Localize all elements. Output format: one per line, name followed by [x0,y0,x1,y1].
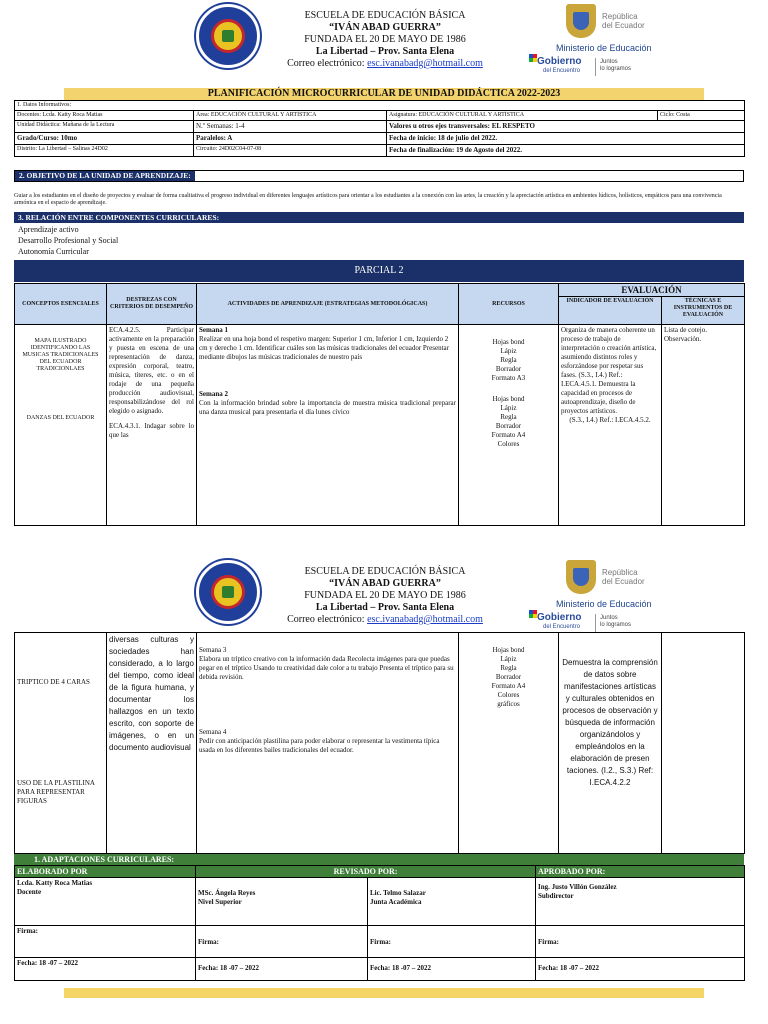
indicador-cell: Demuestra la comprensión de datos sobre manifestaciones artísticas y culturales obtenidos en procesos de observación y búsqueda de información organizándolos y empleándolos en la elaboración de presen taciones. (I.2., S.3.) Ref: I.ECA.4.2.2 [559,633,662,854]
header-conceptos: CONCEPTOS ESENCIALES [15,284,107,325]
destrezas-cell: ECA.4.2.5. Participar activamente en la preparación y puesta en escena de una representación de danza, expresión corporal, teatro, música, títeres, etc. o en el rodaje de una pequeña producción audiovisual, responsabilizándose del rol elegido o asignado. ECA.4.3.1. Indagar sobre lo que las [107,325,197,526]
school-heading: ESCUELA DE EDUCACIÓN BÁSICA “IVÁN ABAD GUERRA” FUNDADA EL 20 DE MAYO DE 1986 La Libertad – Prov. Santa Elena Correo electrónico: esc.ivanabadg@hotmail.com [287,566,483,625]
school-email-line: Correo electrónico: esc.ivanabadg@hotmail.com [287,58,483,69]
school-location: La Libertad – Prov. Santa Elena [315,46,455,57]
destrezas-cell: diversas culturas y sociedades han considerado, a lo largo del tiempo, como ideal de la figura humana, y documentar los hallazgos en un texto escrito, con soporte de imágenes, o en un documento audiovisual [107,633,197,854]
tecnicas-cell [662,633,745,854]
header-actividades: ACTIVIDADES DE APRENDIZAJE (ESTRATEGIAS METODOLÓGICAS) [197,284,459,325]
ecuador-shield-icon [566,4,596,38]
aprobado-header: APROBADO POR: [536,866,745,878]
aprobado-person: Ing. Justo Villón González Subdirector [536,878,745,926]
elaborado-person: Lcda. Katty Roca Matias Docente [15,878,196,926]
page-2 [0,556,768,972]
header-evaluacion: EVALUACIÓN [559,284,745,297]
adaptaciones-header: 1. ADAPTACIONES CURRICULARES: [14,854,744,865]
gobierno-logo: Gobierno del Encuentro Juntos lo logramos [537,612,647,634]
fecha-field: Fecha: 18 -07 – 2022 [536,958,745,981]
firmas-table [14,865,745,981]
conceptos-cell: MAPA ILUSTRADO IDENTIFICANDO LAS MUSICAS TRADICIONALES DEL ECUADOR TRADICIONLAES DANZAS DEL ECUADOR [15,325,107,526]
school-email-link[interactable]: esc.ivanabadg@hotmail.com [367,58,483,69]
relacion-list [18,224,118,257]
firma-field: Firma: [15,926,196,958]
info-table: 1. Datos Informativos: Docentes: Lcda. Katty Roca Matias Área: EDUCACIÓN CULTURAL Y ARTÍSTICA Asignatura: EDUCACIÓN CULTURAL Y ARTÍSTICA Ciclo: Costa Unidad Didáctica: Mañana de la Lectura N.º Semanas: 1-4 Valores u otros ejes transversales: EL RESPETO Grado/Curso: 10mo Paralelos: A Fecha de inicio: 18 de julio del 2022. Distrito: La Libertad – Salinas 24D02 Circuito: 24D02C04-07-08 Fecha de finalización: 19 de Agosto del 2022. [14,100,745,157]
school-founded: FUNDADA EL 20 DE MAYO DE 1986 [304,34,466,45]
revisado-person-1: MSc. Ángela Reyes Nivel Superior [196,878,368,926]
firma-field: Firma: [368,926,536,958]
relacion-item: Autonomía Curricular [18,247,89,256]
gobierno-logo: Gobierno del Encuentro Juntos lo logramos [537,56,647,78]
fecha-field: Fecha: 18 -07 – 2022 [196,958,368,981]
fecha-field: Fecha: 18 -07 – 2022 [368,958,536,981]
ministry-label: Ministerio de Educación [556,43,652,53]
recursos-cell: Hojas bond Lápiz Regla Borrador Formato A4 Colores gráficos [459,633,559,854]
page-header [0,0,768,80]
tecnicas-cell: Lista de cotejo. Observación. [662,325,745,526]
elaborado-header: ELABORADO POR [15,866,196,878]
actividades-cell: Semana 1 Realizar en una hoja bond el respetivo margen: Superior 1 cm, Inferior 1 cm, Izquierdo 2 cm y derecho 1 cm. Identificar cuáles son las músicas tradicionales del ecuador Presentar mediante dibujos las músicas tradicionales de nuestro país Semana 2 Con la información brindad sobre la importancia de muestra música tradicional preparar una danza musical para presentarla el día lunes cívico [197,325,459,526]
school-title: “IVÁN ABAD GUERRA” [329,22,441,33]
school-seal-icon [196,560,260,624]
header-destrezas: DESTREZAS CON CRITERIOS DE DESEMPEÑO [107,284,197,325]
parcial-banner: PARCIAL 2 [14,260,744,282]
gobierno-dots-icon [529,54,537,62]
fecha-field: Fecha: 18 -07 – 2022 [15,958,196,981]
info-section-title: 1. Datos Informativos: [15,101,745,111]
revisado-person-2: Lic. Telmo Salazar Junta Académica [368,878,536,926]
indicador-cell: Organiza de manera coherente un proceso de trabajo de interpretación o creación artística, asumiendo distintos roles y esforzándose por respetar sus fases. (S.3., I.4.) Ref.: I.ECA.4.5.1. Demuestra la capacidad en procesos de autoaprendizaje, diseño de proyectos artísticos. (S.3., I.4.) Ref.: I.ECA.4.5.2. [559,325,662,526]
plan-title: PLANIFICACIÓN MICROCURRICULAR DE UNIDAD DIDÁCTICA 2022-2023 [64,88,704,100]
actividades-cell: Semana 3 Elabora un tríptico creativo con la información dada Recolecta imágenes para que puedas pegar en el tríptico Usando tu creatividad dale color a tu trabajo Presenta el tríptico para su debida revisión. Semana 4 Pedir con anticipación plastilina para poder elaborar o representar la vestimenta típica usada en los diferentes bailes tradicionales del ecuador. [197,633,459,854]
firma-field: Firma: [536,926,745,958]
school-seal-icon [196,4,260,68]
header-recursos: RECURSOS [459,284,559,325]
school-email-link[interactable]: esc.ivanabadg@hotmail.com [367,614,483,625]
relacion-header: 3. RELACIÓN ENTRE COMPONENTES CURRICULARES: [14,212,744,223]
gobierno-dots-icon [529,610,537,618]
school-heading [270,10,500,70]
page-1 [0,0,768,448]
header-indicador: INDICADOR DE EVALUACIÓN [559,297,662,325]
revisado-header: REVISADO POR: [196,866,536,878]
objetivo-text: Guiar a los estudiantes en el diseño de proyectos y evaluar de forma cualitativa el progreso individual en diferentes lenguajes artísticos para orientar a los estudiantes a la conexión con las artes, la creación y la apreciación artística en ambientes lúdicos, holísticos, empáticos para una convivencia armónica en el espacio de aprendizaje. [14,193,722,206]
relacion-item: Aprendizaje activo [18,225,79,234]
republic-logo: República del Ecuador [566,4,646,40]
ministry-label: Ministerio de Educación [556,599,652,609]
ecuador-shield-icon [566,560,596,594]
relacion-item: Desarrollo Profesional y Social [18,236,119,245]
school-name: ESCUELA DE EDUCACIÓN BÁSICA [304,10,466,21]
plan-table [14,283,745,526]
recursos-cell: Hojas bond Lápiz Regla Borrador Formato A3 Hojas bond Lápiz Regla Borrador Formato A4 Colores [459,325,559,526]
firma-field: Firma: [196,926,368,958]
page-header [0,556,768,636]
footer-bar [64,988,704,998]
objetivo-header: 2. OBJETIVO DE LA UNIDAD DE APRENDIZAJE: [14,170,744,182]
header-tecnicas: TÉCNICAS E INSTRUMENTOS DE EVALUACIÓN [662,297,745,325]
republic-logo: República del Ecuador [566,560,646,596]
conceptos-cell: TRIPTICO DE 4 CARAS USO DE LA PLASTILINA PARA REPRESENTAR FIGURAS [15,633,107,854]
plan-table-continued [14,632,745,854]
